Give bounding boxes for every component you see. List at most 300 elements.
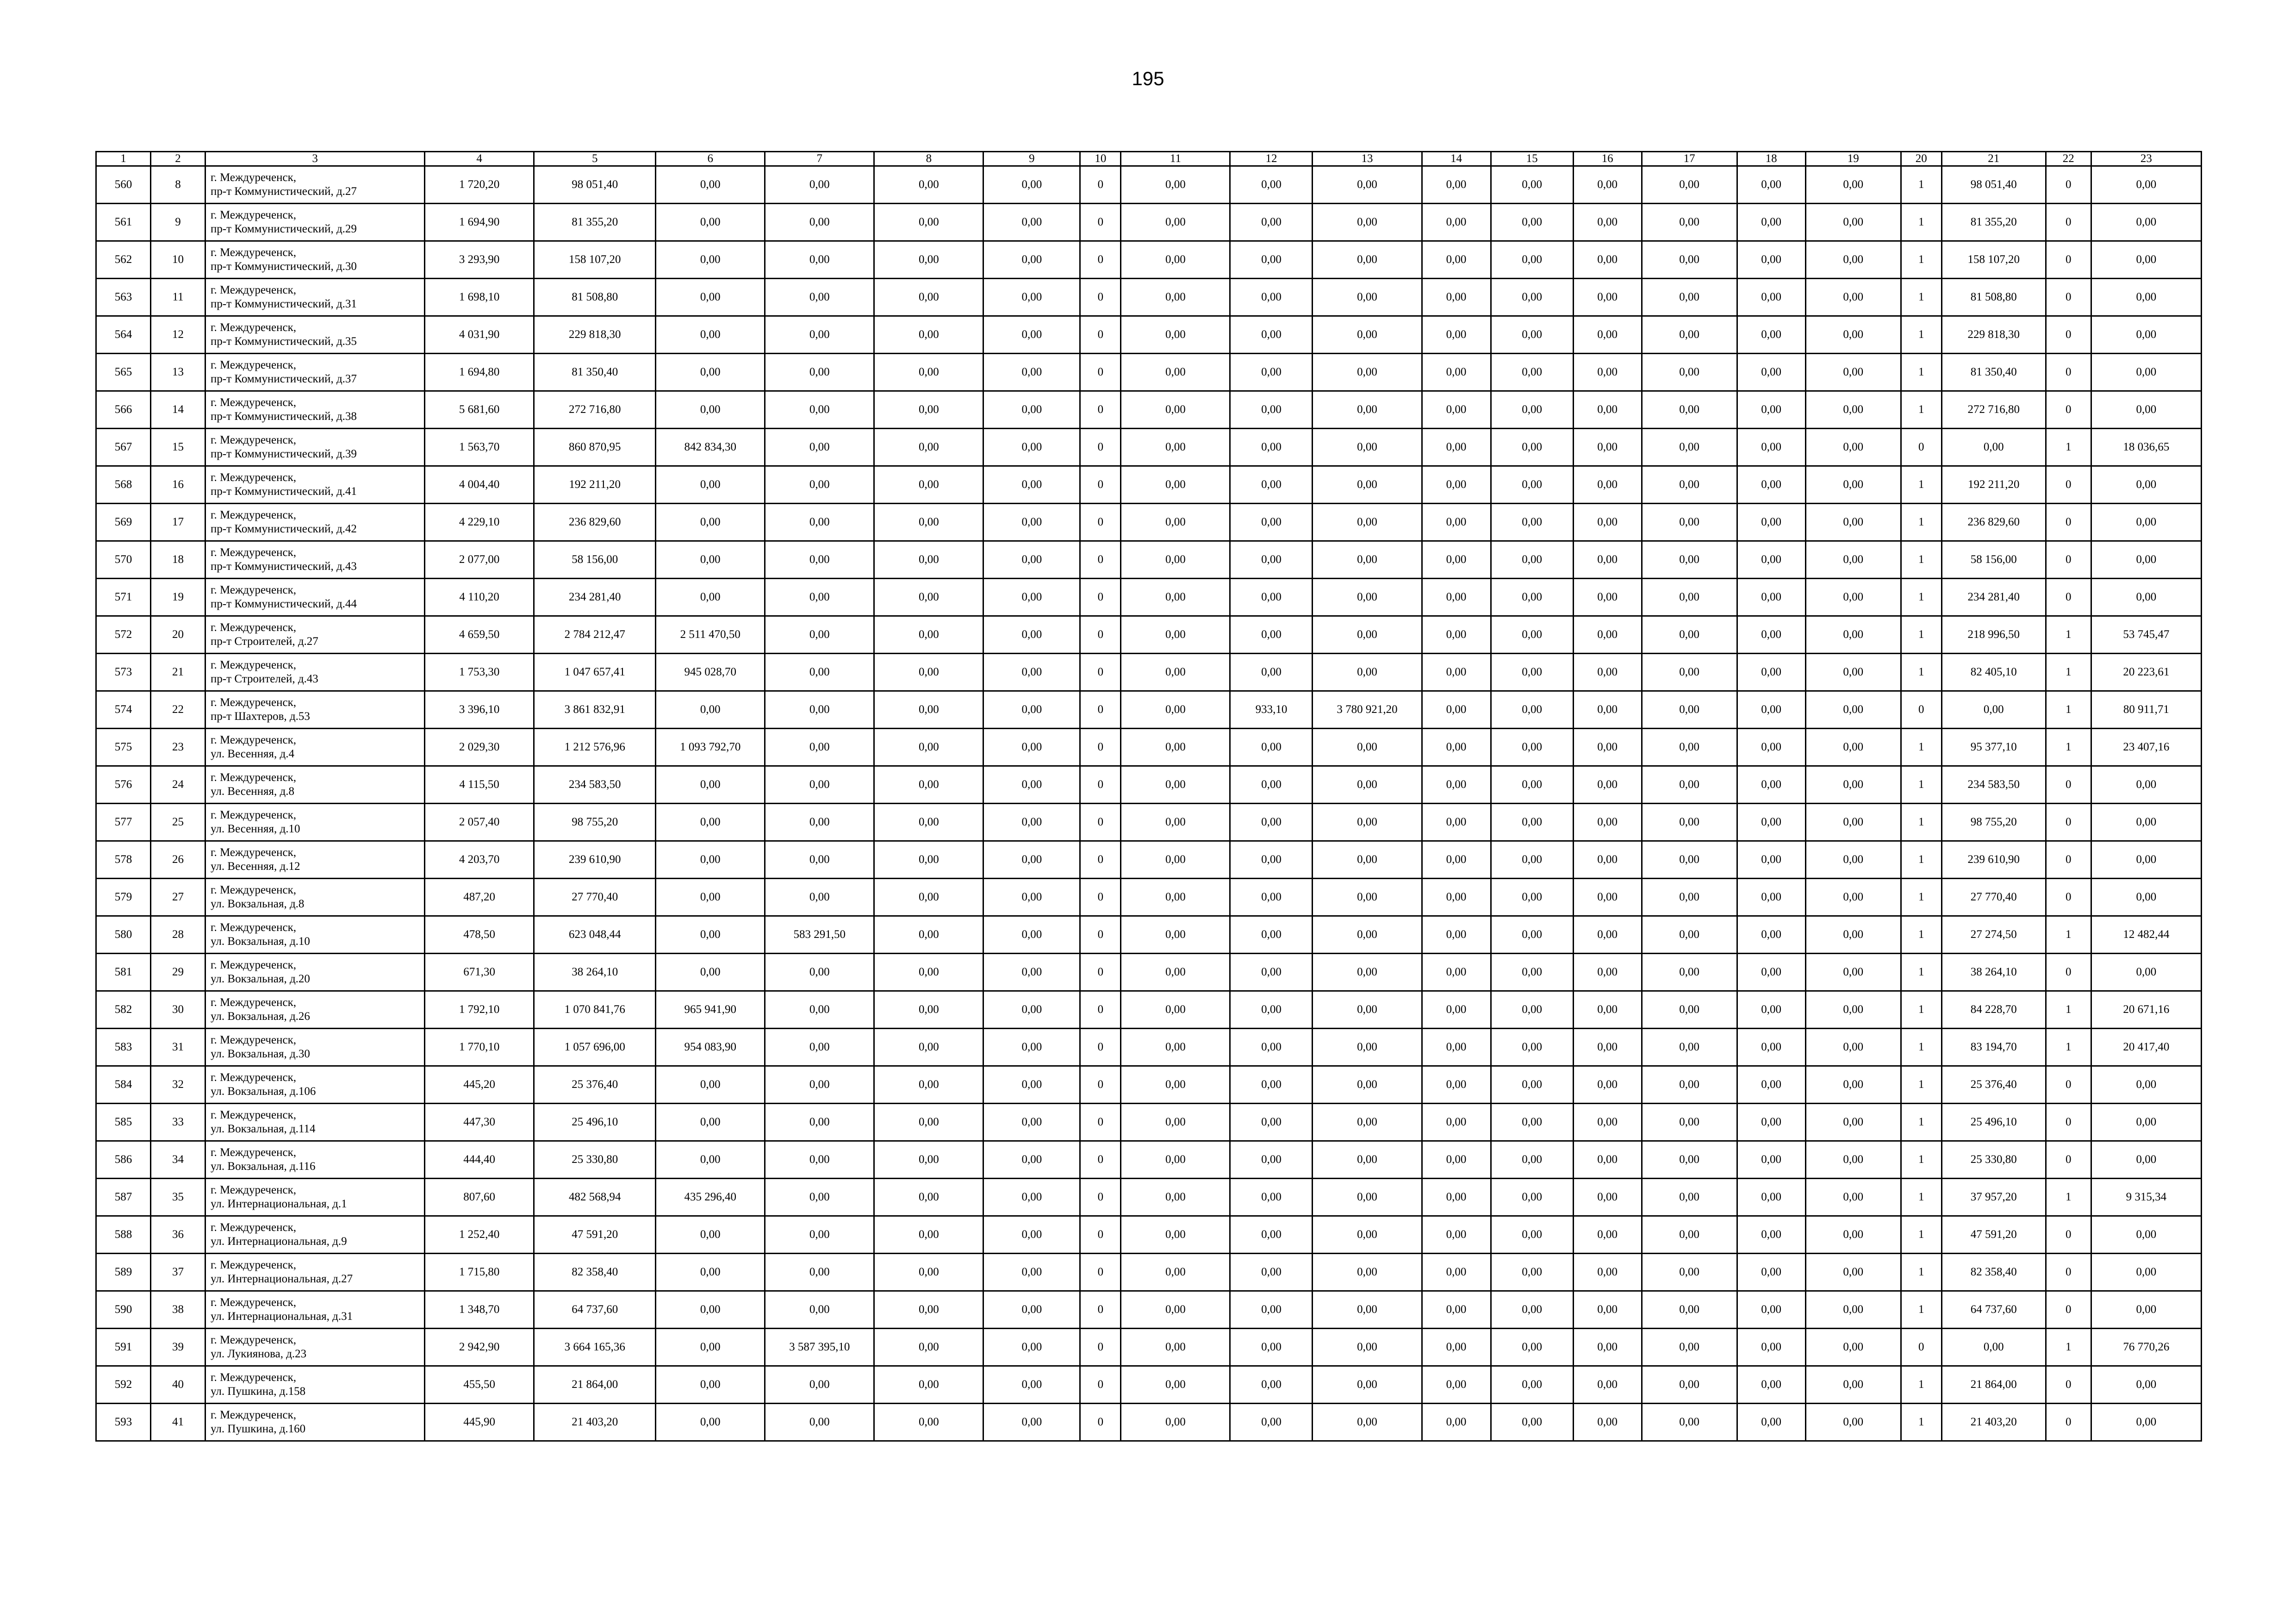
table-cell: 0,00: [1491, 1179, 1573, 1216]
table-cell: 0,00: [765, 354, 874, 391]
table-cell: 3 396,10: [425, 691, 534, 729]
table-cell: 98 051,40: [1941, 166, 2046, 204]
table-cell: 0,00: [2091, 241, 2201, 279]
table-cell: 0,00: [1491, 766, 1573, 804]
table-cell: 33: [151, 1104, 205, 1141]
table-cell: 583 291,50: [765, 916, 874, 954]
table-cell: 0,00: [656, 166, 765, 204]
address-cell: [205, 166, 425, 204]
table-cell: 81 350,40: [534, 354, 656, 391]
table-cell: 0,00: [1422, 1141, 1491, 1179]
table-cell: 1 070 841,76: [534, 991, 656, 1029]
table-cell: 0,00: [2091, 841, 2201, 879]
table-cell: 0,00: [983, 579, 1080, 616]
table-cell: 0: [2046, 804, 2091, 841]
table-cell: 0,00: [1422, 916, 1491, 954]
table-cell: 3 293,90: [425, 241, 534, 279]
address-cell: [205, 316, 425, 354]
address-street: ул. Интернациональная, д.31: [211, 1310, 353, 1323]
table-cell: 570: [96, 541, 151, 579]
address-cell: [205, 579, 425, 616]
table-row: [96, 729, 2202, 766]
table-cell: 0,00: [765, 729, 874, 766]
table-cell: 0,00: [2091, 279, 2201, 316]
table-cell: 0,00: [1313, 1254, 1422, 1291]
table-cell: 20 417,40: [2091, 1029, 2201, 1066]
table-row: [96, 804, 2202, 841]
table-row: [96, 316, 2202, 354]
table-cell: 2 077,00: [425, 541, 534, 579]
address-city: г. Междуреченск,: [211, 171, 296, 184]
table-cell: 0,00: [2091, 1066, 2201, 1104]
table-cell: 0,00: [1737, 1179, 1805, 1216]
table-cell: 0,00: [874, 429, 983, 466]
table-cell: 593: [96, 1404, 151, 1441]
table-cell: 0,00: [983, 166, 1080, 204]
table-cell: 0,00: [1121, 879, 1230, 916]
table-cell: 10: [151, 241, 205, 279]
table-cell: 0,00: [1737, 204, 1805, 241]
table-cell: 2 784 212,47: [534, 616, 656, 654]
address-street: пр-т Коммунистический, д.29: [211, 223, 357, 235]
table-cell: 0,00: [2091, 391, 2201, 429]
table-cell: 1 720,20: [425, 166, 534, 204]
table-cell: 568: [96, 466, 151, 504]
table-cell: 0,00: [1642, 1066, 1737, 1104]
table-cell: 0,00: [1121, 804, 1230, 841]
table-cell: 0,00: [1491, 579, 1573, 616]
table-cell: 0,00: [2091, 316, 2201, 354]
table-cell: 0: [1080, 279, 1121, 316]
table-cell: 0,00: [1737, 579, 1805, 616]
table-cell: 0,00: [1642, 354, 1737, 391]
table-cell: 0,00: [1573, 1366, 1642, 1404]
table-cell: 1 698,10: [425, 279, 534, 316]
table-cell: 0,00: [1121, 466, 1230, 504]
table-cell: 0,00: [1737, 879, 1805, 916]
table-cell: 0,00: [874, 916, 983, 954]
table-cell: 1: [1901, 729, 1941, 766]
address-cell: [205, 1366, 425, 1404]
address-cell: [205, 879, 425, 916]
table-cell: 1 694,80: [425, 354, 534, 391]
table-cell: 0,00: [1313, 1066, 1422, 1104]
table-row: [96, 429, 2202, 466]
table-cell: 1: [1901, 1366, 1941, 1404]
column-number: 23: [2091, 152, 2201, 166]
table-cell: 0,00: [765, 991, 874, 1029]
table-cell: 0,00: [983, 841, 1080, 879]
table-cell: 478,50: [425, 916, 534, 954]
table-cell: 0: [1901, 1329, 1941, 1366]
table-cell: 0,00: [765, 691, 874, 729]
table-cell: 0,00: [1737, 1254, 1805, 1291]
table-row: [96, 1066, 2202, 1104]
table-cell: 0,00: [1230, 204, 1313, 241]
table-cell: 0,00: [1805, 1366, 1901, 1404]
table-cell: 0,00: [1422, 654, 1491, 691]
address-city: г. Междуреченск,: [211, 359, 296, 371]
table-cell: 0,00: [874, 1029, 983, 1066]
table-cell: 0: [1080, 766, 1121, 804]
address-city: г. Междуреченск,: [211, 509, 296, 521]
table-cell: 1 563,70: [425, 429, 534, 466]
table-cell: 0,00: [656, 804, 765, 841]
table-cell: 0,00: [1642, 1366, 1737, 1404]
table-cell: 0,00: [1642, 204, 1737, 241]
table-cell: 0,00: [1491, 504, 1573, 541]
table-cell: 0,00: [2091, 504, 2201, 541]
table-cell: 98 755,20: [534, 804, 656, 841]
table-row: [96, 166, 2202, 204]
table-cell: 0,00: [1805, 991, 1901, 1029]
address-street: пр-т Коммунистический, д.39: [211, 448, 357, 460]
table-cell: 0,00: [1737, 1104, 1805, 1141]
table-cell: 27 770,40: [534, 879, 656, 916]
table-cell: 21 403,20: [1941, 1404, 2046, 1441]
table-row: [96, 241, 2202, 279]
column-number: 21: [1941, 152, 2046, 166]
table-cell: 0: [1080, 504, 1121, 541]
table-cell: 0,00: [2091, 354, 2201, 391]
table-cell: 1 792,10: [425, 991, 534, 1029]
table-cell: 0,00: [656, 354, 765, 391]
table-cell: 0,00: [1642, 504, 1737, 541]
table-cell: 25 376,40: [534, 1066, 656, 1104]
table-cell: 1 047 657,41: [534, 654, 656, 691]
table-cell: 0,00: [1737, 616, 1805, 654]
address-street: пр-т Коммунистический, д.27: [211, 185, 357, 198]
table-cell: 25 330,80: [1941, 1141, 2046, 1179]
table-cell: 0,00: [1230, 579, 1313, 616]
table-row: [96, 279, 2202, 316]
table-cell: 31: [151, 1029, 205, 1066]
table-row: [96, 1404, 2202, 1441]
table-cell: 0,00: [765, 766, 874, 804]
table-row: [96, 841, 2202, 879]
table-cell: 0,00: [1422, 879, 1491, 916]
column-number: 4: [425, 152, 534, 166]
table-cell: 0,00: [765, 1029, 874, 1066]
address-city: г. Междуреченск,: [211, 959, 296, 971]
table-cell: 0,00: [765, 1141, 874, 1179]
table-cell: 0,00: [1941, 691, 2046, 729]
table-cell: 0: [1080, 1329, 1121, 1366]
table-cell: 0,00: [874, 241, 983, 279]
table-cell: 0,00: [1642, 466, 1737, 504]
table-cell: 0,00: [1642, 579, 1737, 616]
address-cell: [205, 1216, 425, 1254]
table-cell: 0: [1080, 1029, 1121, 1066]
table-cell: 482 568,94: [534, 1179, 656, 1216]
table-cell: 0,00: [656, 1104, 765, 1141]
table-cell: 0,00: [765, 504, 874, 541]
table-cell: 0,00: [656, 1291, 765, 1329]
table-cell: 0,00: [874, 954, 983, 991]
table-cell: 0,00: [656, 1216, 765, 1254]
table-row: [96, 1291, 2202, 1329]
table-cell: 0,00: [874, 391, 983, 429]
address-city: г. Междуреченск,: [211, 734, 296, 746]
table-cell: 0,00: [1313, 204, 1422, 241]
table-cell: 0,00: [1422, 954, 1491, 991]
address-street: ул. Вокзальная, д.106: [211, 1085, 316, 1098]
table-cell: 0,00: [983, 1216, 1080, 1254]
table-cell: 0,00: [656, 1366, 765, 1404]
table-cell: 0,00: [1573, 166, 1642, 204]
table-cell: 1: [1901, 316, 1941, 354]
table-cell: 0,00: [1313, 654, 1422, 691]
column-number: 22: [2046, 152, 2091, 166]
table-row: [96, 1366, 2202, 1404]
table-cell: 0: [2046, 1291, 2091, 1329]
table-cell: 0,00: [874, 1179, 983, 1216]
table-row: [96, 204, 2202, 241]
table-cell: 0,00: [1491, 804, 1573, 841]
table-cell: 0,00: [1737, 429, 1805, 466]
table-cell: 64 737,60: [1941, 1291, 2046, 1329]
table-cell: 20 223,61: [2091, 654, 2201, 691]
table-cell: 0: [2046, 1254, 2091, 1291]
table-cell: 0,00: [983, 1104, 1080, 1141]
table-cell: 0,00: [1573, 466, 1642, 504]
table-cell: 0,00: [983, 1066, 1080, 1104]
table-cell: 0,00: [1573, 991, 1642, 1029]
table-cell: 0,00: [983, 1029, 1080, 1066]
table-cell: 0,00: [874, 804, 983, 841]
table-cell: 585: [96, 1104, 151, 1141]
table-cell: 0: [2046, 316, 2091, 354]
table-cell: 20 671,16: [2091, 991, 2201, 1029]
address-cell: [205, 991, 425, 1029]
table-row: [96, 466, 2202, 504]
table-cell: 0,00: [1422, 766, 1491, 804]
table-cell: 0,00: [2091, 879, 2201, 916]
table-cell: 0,00: [1491, 391, 1573, 429]
table-cell: 0: [2046, 541, 2091, 579]
table-cell: 1: [1901, 841, 1941, 879]
table-cell: 0,00: [1313, 166, 1422, 204]
table-cell: 563: [96, 279, 151, 316]
table-cell: 0,00: [1422, 804, 1491, 841]
table-cell: 3 587 395,10: [765, 1329, 874, 1366]
table-cell: 0,00: [983, 991, 1080, 1029]
table-cell: 0,00: [1121, 279, 1230, 316]
table-cell: 0,00: [1121, 166, 1230, 204]
table-cell: 0,00: [1642, 1179, 1737, 1216]
table-cell: 35: [151, 1179, 205, 1216]
table-cell: 0,00: [1230, 954, 1313, 991]
table-cell: 0,00: [1230, 241, 1313, 279]
table-cell: 192 211,20: [1941, 466, 2046, 504]
table-cell: 0,00: [1491, 991, 1573, 1029]
column-number: 16: [1573, 152, 1642, 166]
table-cell: 0,00: [983, 691, 1080, 729]
table-cell: 0,00: [1805, 429, 1901, 466]
table-cell: 580: [96, 916, 151, 954]
table-cell: 0,00: [1491, 691, 1573, 729]
table-cell: 47 591,20: [1941, 1216, 2046, 1254]
address-street: ул. Весенняя, д.8: [211, 785, 295, 798]
table-cell: 0,00: [1737, 391, 1805, 429]
table-cell: 0: [2046, 954, 2091, 991]
table-cell: 1: [2046, 916, 2091, 954]
table-cell: 14: [151, 391, 205, 429]
table-cell: 1: [1901, 541, 1941, 579]
table-row: [96, 616, 2202, 654]
table-row: [96, 954, 2202, 991]
table-cell: 0,00: [1313, 1216, 1422, 1254]
table-cell: 445,20: [425, 1066, 534, 1104]
address-street: ул. Вокзальная, д.116: [211, 1160, 316, 1173]
table-cell: 0,00: [983, 879, 1080, 916]
table-cell: 0: [2046, 1404, 2091, 1441]
table-cell: 562: [96, 241, 151, 279]
table-cell: 1: [1901, 916, 1941, 954]
table-cell: 0,00: [1573, 1216, 1642, 1254]
table-cell: 0,00: [1805, 879, 1901, 916]
table-cell: 2 942,90: [425, 1329, 534, 1366]
table-cell: 229 818,30: [1941, 316, 2046, 354]
table-cell: 0,00: [1422, 991, 1491, 1029]
address-city: г. Междуреченск,: [211, 846, 296, 859]
table-cell: 1: [2046, 1329, 2091, 1366]
table-cell: 4 110,20: [425, 579, 534, 616]
address-city: г. Междуреченск,: [211, 1184, 296, 1196]
table-cell: 0,00: [1422, 691, 1491, 729]
table-cell: 0,00: [1573, 1104, 1642, 1141]
table-cell: 0: [1080, 1404, 1121, 1441]
table-cell: 0,00: [1805, 316, 1901, 354]
table-cell: 0,00: [983, 916, 1080, 954]
table-cell: 0,00: [1491, 541, 1573, 579]
table-cell: 272 716,80: [1941, 391, 2046, 429]
table-cell: 0,00: [1422, 429, 1491, 466]
table-cell: 1: [1901, 1066, 1941, 1104]
column-number: 6: [656, 152, 765, 166]
table-cell: 0,00: [1422, 1404, 1491, 1441]
table-cell: 0,00: [2091, 954, 2201, 991]
table-cell: 0,00: [1573, 204, 1642, 241]
table-cell: 0,00: [1573, 1404, 1642, 1441]
table-cell: 0,00: [1642, 541, 1737, 579]
address-city: г. Междуреченск,: [211, 1371, 296, 1384]
address-cell: [205, 541, 425, 579]
address-cell: [205, 1141, 425, 1179]
table-cell: 0,00: [1737, 316, 1805, 354]
table-cell: 64 737,60: [534, 1291, 656, 1329]
table-cell: 1: [1901, 1141, 1941, 1179]
table-cell: 0,00: [1805, 579, 1901, 616]
table-cell: 1 770,10: [425, 1029, 534, 1066]
table-cell: 0,00: [983, 279, 1080, 316]
table-cell: 0,00: [656, 766, 765, 804]
table-cell: 21 864,00: [534, 1366, 656, 1404]
table-cell: 0,00: [874, 1141, 983, 1179]
table-cell: 0,00: [983, 1141, 1080, 1179]
table-cell: 1: [1901, 1404, 1941, 1441]
table-cell: 0,00: [1573, 316, 1642, 354]
table-cell: 0,00: [983, 204, 1080, 241]
table-cell: 623 048,44: [534, 916, 656, 954]
table-cell: 4 115,50: [425, 766, 534, 804]
table-cell: 0,00: [1737, 466, 1805, 504]
address-cell: [205, 1104, 425, 1141]
table-cell: 0: [1080, 204, 1121, 241]
table-cell: 272 716,80: [534, 391, 656, 429]
table-cell: 0,00: [983, 354, 1080, 391]
table-cell: 0,00: [656, 466, 765, 504]
table-cell: 0,00: [1573, 879, 1642, 916]
table-cell: 0,00: [1121, 616, 1230, 654]
table-cell: 0,00: [1422, 1179, 1491, 1216]
table-cell: 24: [151, 766, 205, 804]
table-row: [96, 1179, 2202, 1216]
table-cell: 0,00: [1573, 729, 1642, 766]
table-cell: 0,00: [656, 841, 765, 879]
table-cell: 0,00: [1491, 1104, 1573, 1141]
table-cell: 29: [151, 954, 205, 991]
table-cell: 236 829,60: [1941, 504, 2046, 541]
table-cell: 0,00: [1642, 166, 1737, 204]
address-city: г. Междуреченск,: [211, 809, 296, 821]
table-cell: 589: [96, 1254, 151, 1291]
table-cell: 0,00: [1805, 654, 1901, 691]
table-cell: 842 834,30: [656, 429, 765, 466]
table-cell: 0: [1080, 579, 1121, 616]
table-cell: 0,00: [1313, 354, 1422, 391]
table-cell: 0,00: [1573, 579, 1642, 616]
table-cell: 0,00: [874, 466, 983, 504]
table-cell: 0,00: [1491, 316, 1573, 354]
table-cell: 2 511 470,50: [656, 616, 765, 654]
address-city: г. Междуреченск,: [211, 1259, 296, 1271]
table-cell: 0,00: [2091, 204, 2201, 241]
table-cell: 0,00: [983, 766, 1080, 804]
table-cell: 0,00: [1121, 1141, 1230, 1179]
table-cell: 0,00: [1805, 354, 1901, 391]
table-cell: 0,00: [983, 504, 1080, 541]
table-cell: 0,00: [1121, 1291, 1230, 1329]
table-cell: 158 107,20: [1941, 241, 2046, 279]
table-cell: 0,00: [1121, 916, 1230, 954]
table-cell: 0,00: [765, 1216, 874, 1254]
table-cell: 0,00: [1422, 1104, 1491, 1141]
table-cell: 25 496,10: [1941, 1104, 2046, 1141]
table-cell: 1 093 792,70: [656, 729, 765, 766]
table-cell: 0,00: [874, 316, 983, 354]
table-cell: 0,00: [2091, 579, 2201, 616]
table-cell: 0,00: [874, 1366, 983, 1404]
table-cell: 0,00: [1737, 991, 1805, 1029]
table-cell: 0,00: [874, 654, 983, 691]
table-cell: 0,00: [1491, 841, 1573, 879]
column-number: 20: [1901, 152, 1941, 166]
address-city: г. Междуреченск,: [211, 1296, 296, 1309]
table-cell: 0,00: [765, 841, 874, 879]
table-cell: 0,00: [2091, 466, 2201, 504]
table-cell: 12 482,44: [2091, 916, 2201, 954]
table-cell: 0,00: [1422, 316, 1491, 354]
table-cell: 0: [2046, 1104, 2091, 1141]
table-cell: 0: [1080, 691, 1121, 729]
table-cell: 0,00: [765, 879, 874, 916]
address-city: г. Междуреченск,: [211, 696, 296, 709]
table-cell: 12: [151, 316, 205, 354]
table-cell: 933,10: [1230, 691, 1313, 729]
address-street: ул. Вокзальная, д.10: [211, 935, 310, 948]
table-cell: 0,00: [983, 316, 1080, 354]
